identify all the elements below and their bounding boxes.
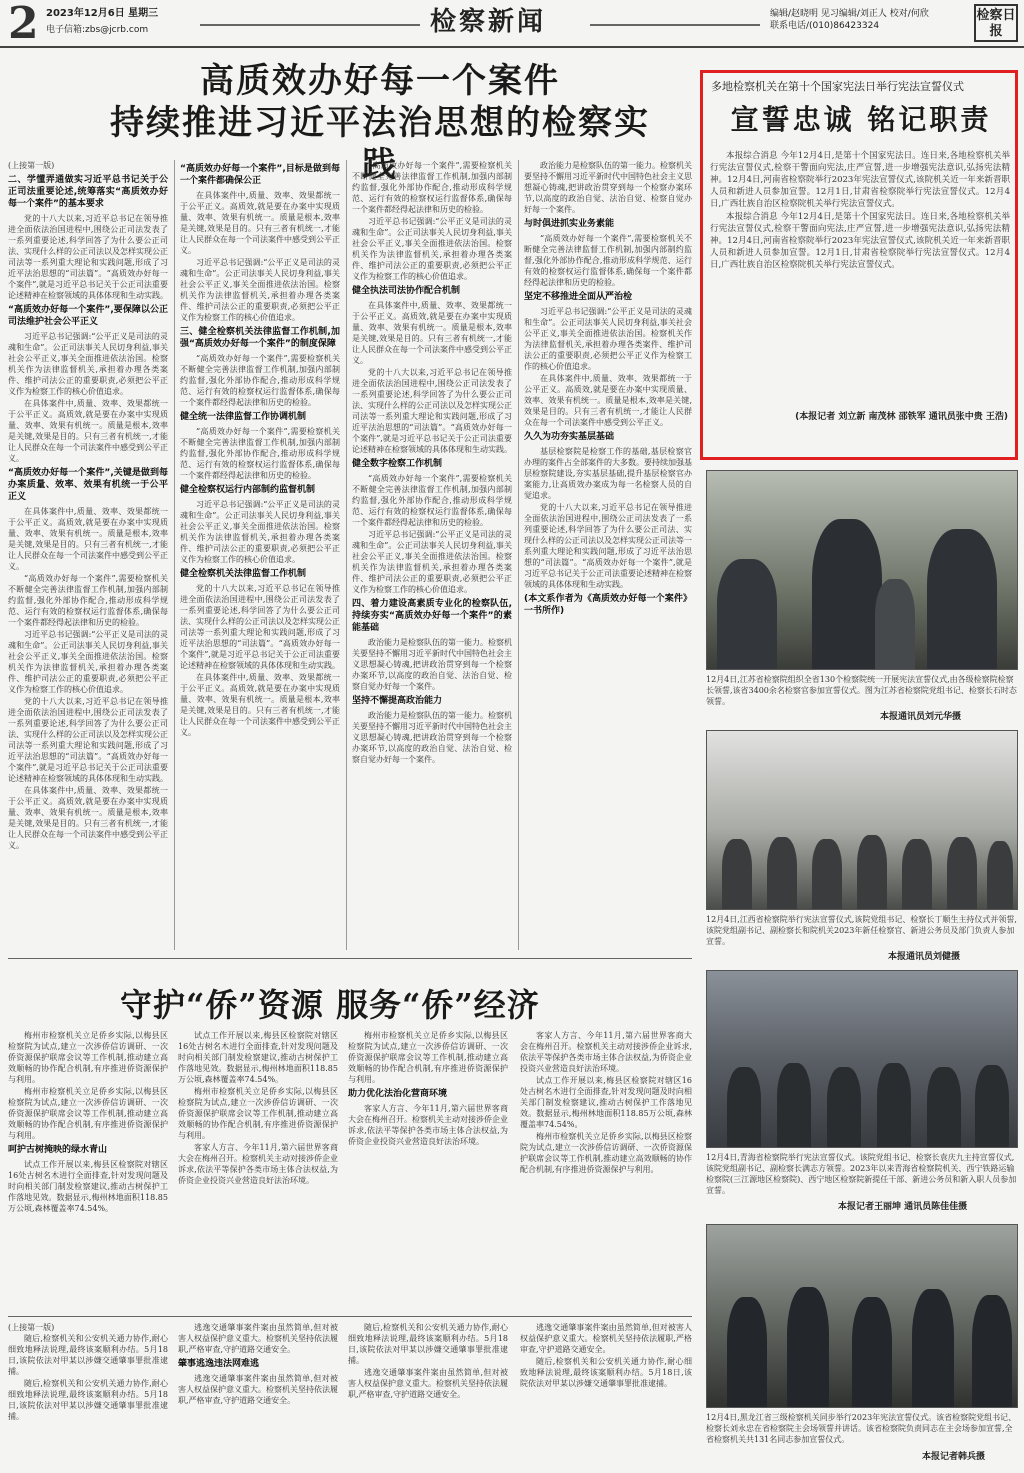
- paragraph: 政治能力是检察队伍的第一能力。检察机关要坚持不懈用习近平新时代中国特色社会主义思想凝心铸魂,把讲政治贯穿到每一个检察办案环节,以高度的政治自觉、法治自觉、检察自觉办好每一个案件。: [524, 161, 692, 214]
- paragraph: 党的十八大以来,习近平总书记在领导推进全面依法治国进程中,围绕公正司法发表了一系列重要论述,科学回答了为什么要公正司法、实现什么样的公正司法以及怎样实现公正司法等一系列重大理论和实践问题,形成了习近平法治思想的“司法篇”。“高质效办好每一个案件”,就是习近平总书记关于公正司法重要论述精神在检察领域的具体体现和生动实践。: [352, 368, 512, 454]
- masthead-rule-right: [590, 24, 760, 26]
- section-divider: [8, 958, 692, 959]
- subheading-8: 健全检察机关法律监督工作机制: [180, 569, 307, 579]
- masthead-rule-left: [200, 24, 420, 26]
- photo-caption: 12月4日,黑龙江省三级检察机关同步举行2023年宪法宣誓仪式。该省检察院党组书记、检察长刘永忠在省检察院主会场领誓并讲话。该省检察院负责同志在主会场参加宣誓,全省检察机关共131名同志参加宣誓仪式。: [706, 1413, 1017, 1444]
- article-column-4: [524, 160, 692, 950]
- email-address: 电子信箱:zbs@jcrb.com: [46, 25, 149, 35]
- photo-jiangxi-oath: [706, 730, 1018, 910]
- article-column-3: [352, 160, 512, 950]
- subheading-12: 四、着力建设高素质专业化的检察队伍,持续夯实“高质效办好每一个案件”的素能基础: [352, 599, 512, 633]
- photo-credit: 本报通讯员刘健摄: [888, 952, 961, 962]
- paragraph: 客家人方言、今年11月,第六届世界客商大会在梅州召开。检察机关主动对接涉侨企业诉求,依法平等保护各类市场主体合法权益,为侨资企业投资兴业营造良好法治环境。: [520, 1031, 692, 1073]
- paragraph: 在具体案件中,质量、效率、效果都统一于公平正义。高质效,就是要在办案中实现质量、效率、效果有机统一。质量是根本,效率是关键,效果是目的。只有三者有机统一,才能让人民群众在每一个司法案件中感受到公平正义。: [524, 374, 692, 427]
- paragraph: 试点工作开展以来,梅县区检察院对辖区16处古树名木进行全面排查,针对发现问题及时向相关部门制发检察建议,推动古树保护工作落地见效。数据显示,梅州林地面积118.85万公顷,森林覆盖率74.54%。: [520, 1076, 692, 1129]
- newspaper-logo: 检察日报: [974, 4, 1018, 42]
- photo-caption: 12月4日,江苏省检察院组织全省130个检察院统一开展宪法宣誓仪式,由各级检察院检察长领誓,该省3400余名检察官参加宣誓仪式。图为江苏省检察院党组书记、检察长石时态领誓。: [706, 675, 1017, 706]
- paragraph: 随后,检察机关和公安机关通力协作,耐心细致地释法说理,最终该案顺利办结。5月18日,该院依法对甲某以涉嫌交通肇事罪批准逮捕。: [8, 1334, 168, 1376]
- paragraph: 梅州市检察机关立足侨乡实际,以梅县区检察院为试点,建立一次涉侨信访调研、一次侨资源保护联席会议等工作机制,推动建立高效顺畅的协作配合机制,有序推进侨资源保护与利用。: [178, 1087, 338, 1140]
- section-title: 检察新闻: [430, 7, 547, 37]
- paragraph: “高质效办好每一个案件”,需要检察机关不断健全完善法律监督工作机制,加强内部制约监督,强化外部协作配合,推动形成科学规范、运行有效的检察权运行监督体系,确保每一个案件都经得起法律和历史的检验。: [352, 161, 512, 214]
- continued-marker: (上接第一版): [8, 161, 55, 170]
- sidebar-headline: 宣誓忠诚 铭记职责: [730, 103, 992, 136]
- second-subheading-2: 助力优化法治化营商环境: [348, 1089, 448, 1099]
- subheading-5: 三、健全检察机关法律监督工作机制,加强“高质效办好每一个案件”的制度保障: [180, 327, 340, 349]
- second-column-2: [178, 1030, 338, 1310]
- paragraph: 习近平总书记强调:“公平正义是司法的灵魂和生命”。公正司法事关人民切身利益,事关社会公平正义,事关全面推进依法治国。检察机关作为法律监督机关,承担着办理各类案件、维护司法公正的重要职责,必须把公平正义作为检察工作的核心价值追求。: [352, 530, 512, 594]
- photo-credit: 本报记者王丽坤 通讯员陈佳佳摄: [838, 1202, 968, 1212]
- paragraph: 党的十八大以来,习近平总书记在领导推进全面依法治国进程中,围绕公正司法发表了一系列重要论述,科学回答了为什么要公正司法、实现什么样的公正司法以及怎样实现公正司法等一系列重大理论和实践问题,形成了习近平法治思想的“司法篇”。“高质效办好每一个案件”,就是习近平总书记关于公正司法重要论述精神在检察领域的具体体现和生动实践。: [524, 503, 692, 589]
- subheading-1: 二、学懂弄通做实习近平总书记关于公正司法重要论述,统筹落实“高质效办好每一个案件”的基本要求: [8, 175, 168, 209]
- paragraph: “高质效办好每一个案件”,需要检察机关不断健全完善法律监督工作机制,加强内部制约监督,强化外部协作配合,推动形成科学规范、运行有效的检察权运行监督体系,确保每一个案件都经得起法律和历史的检验。: [180, 427, 340, 480]
- paragraph: “高质效办好每一个案件”,需要检察机关不断健全完善法律监督工作机制,加强内部制约监督,强化外部协作配合,推动形成科学规范、运行有效的检察权运行监督体系,确保每一个案件都经得起法律和历史的检验。: [352, 474, 512, 527]
- headline-line-2: 持续推进习近平法治思想的检察实践: [110, 103, 650, 185]
- third-column-4: [520, 1322, 692, 1470]
- paragraph: 习近平总书记强调:“公平正义是司法的灵魂和生命”。公正司法事关人民切身利益,事关社会公平正义,事关全面推进依法治国。检察机关作为法律监督机关,承担着办理各类案件、维护司法公正的重要职责,必须把公平正义作为检察工作的核心价值追求。: [180, 500, 340, 564]
- paragraph: 习近平总书记强调:“公平正义是司法的灵魂和生命”。公正司法事关人民切身利益,事关社会公平正义,事关全面推进依法治国。检察机关作为法律监督机关,承担着办理各类案件、维护司法公正的重要职责,必须把公平正义作为检察工作的核心价值追求。: [180, 258, 340, 322]
- paragraph: 试点工作开展以来,梅县区检察院对辖区16处古树名木进行全面排查,针对发现问题及时向相关部门制发检察建议,推动古树保护工作落地见效。数据显示,梅州林地面积118.85万公顷,森林覆盖率74.54%。: [178, 1031, 338, 1084]
- paragraph: 基层检察院是检察工作的基础,基层检察官办理的案件占全部案件的大多数。要持续加强基层检察院建设,夯实基层基础,提升基层检察官办案能力,让高质效办案成为每一名检察人员的自觉追求。: [524, 447, 692, 500]
- third-column-3: [348, 1322, 508, 1470]
- paragraph: 党的十八大以来,习近平总书记在领导推进全面依法治国进程中,围绕公正司法发表了一系列重要论述,科学回答了为什么要公正司法、实现什么样的公正司法以及怎样实现公正司法等一系列重大理论和实践问题,形成了习近平法治思想的“司法篇”。“高质效办好每一个案件”,就是习近平总书记关于公正司法重要论述精神在检察领域的具体体现和生动实践。: [8, 697, 168, 783]
- paragraph: 客家人方言、今年11月,第六届世界客商大会在梅州召开。检察机关主动对接涉侨企业诉求,依法平等保护各类市场主体合法权益,为侨资企业投资兴业营造良好法治环境。: [178, 1143, 338, 1185]
- photo-heilongjiang-oath: [706, 1224, 1018, 1408]
- subheading-4: “高质效办好每一个案件”,目标是做到每一个案件都确保公正: [180, 164, 340, 186]
- paragraph: 政治能力是检察队伍的第一能力。检察机关要坚持不懈用习近平新时代中国特色社会主义思想凝心铸魂,把讲政治贯穿到每一个检察办案环节,以高度的政治自觉、法治自觉、检察自觉办好每一个案件。: [352, 711, 512, 764]
- paragraph: 随后,检察机关和公安机关通力协作,耐心细致地释法说理,最终该案顺利办结。5月18日,该院依法对甲某以涉嫌交通肇事罪批准逮捕。: [8, 1379, 168, 1421]
- photo-caption: 12月4日,青海省检察院举行宪法宣誓仪式。该院党组书记、检察长袁庆九主持宣誓仪式,该院党组副书记、副检察长满志方领誓。2023年以来青海省检察院机关、西宁铁路运输检察院(三江源地区检察院)、西宁地区检察院新提任干部、新进公务员和新入职人员参加宣誓。: [706, 1153, 1017, 1195]
- subheading-11: 健全数字检察工作机制: [352, 459, 443, 469]
- paragraph: 逃逸交通肇事案件案由虽然简单,但对被害人权益保护意义重大。检察机关坚持依法履职,严格审查,守护道路交通安全。: [520, 1323, 692, 1354]
- column-rule: [174, 160, 175, 950]
- paragraph: 习近平总书记强调:“公平正义是司法的灵魂和生命”。公正司法事关人民切身利益,事关社会公平正义,事关全面推进依法治国。检察机关作为法律监督机关,承担着办理各类案件、维护司法公正的重要职责,必须把公平正义作为检察工作的核心价值追求。: [524, 307, 692, 371]
- photo-credit: 本报记者韩兵摄: [922, 1452, 986, 1462]
- third-subheading-1: 肇事逃逸违法网难逃: [178, 1359, 260, 1369]
- second-headline: 守护“侨”资源 服务“侨”经济: [120, 986, 540, 1024]
- continued-marker: (上接第一版): [8, 1323, 55, 1332]
- editors-line: 编辑/赵晓明 见习编辑/刘正人 校对/何欣: [770, 9, 929, 19]
- paragraph: 在具体案件中,质量、效率、效果都统一于公平正义。高质效,就是要在办案中实现质量、效率、效果有机统一。质量是根本,效率是关键,效果是目的。只有三者有机统一,才能让人民群众在每一个司法案件中感受到公平正义。: [8, 786, 168, 850]
- subheading-13: 坚持不懈提高政治能力: [352, 696, 443, 706]
- paragraph: 本报综合消息 今年12月4日,是第十个国家宪法日。连日来,各地检察机关举行宪法宣誓仪式,检察干警面向宪法,庄严宣誓,进一步增强宪法意识,弘扬宪法精神。12月4日,河南省检察院举行2023年宪法宣誓仪式,该院机关近一年来新晋职人员和新进人员参加宣誓。12月1日,甘肃省检察院举行宪法宣誓仪式。12月4日,广西壮族自治区检察院机关举行宪法宣誓仪式。: [710, 151, 1010, 209]
- paragraph: 在具体案件中,质量、效率、效果都统一于公平正义。高质效,就是要在办案中实现质量、效率、效果有机统一。质量是根本,效率是关键,效果是目的。只有三者有机统一,才能让人民群众在每一个司法案件中感受到公平正义。: [8, 507, 168, 571]
- masthead: [0, 0, 1024, 48]
- subheading-6: 健全检察权运行内部制约监督机制: [180, 485, 316, 495]
- photo-jiangsu-oath: [706, 470, 1018, 670]
- paragraph: 本报综合消息 今年12月4日,是第十个国家宪法日。连日来,各地检察机关举行宪法宣誓仪式,检察干警面向宪法,庄严宣誓,进一步增强宪法意识,弘扬宪法精神。12月4日,河南省检察院举行2023年宪法宣誓仪式,该院机关近一年来新晋职人员和新进人员参加宣誓。12月1日,甘肃省检察院举行宪法宣誓仪式。12月4日,广西壮族自治区检察院机关举行宪法宣誓仪式。: [710, 212, 1010, 270]
- paragraph: 逃逸交通肇事案件案由虽然简单,但对被害人权益保护意义重大。检察机关坚持依法履职,严格审查,守护道路交通安全。: [348, 1368, 508, 1399]
- sidebar-kicker: 多地检察机关在第十个国家宪法日举行宪法宣誓仪式: [711, 80, 964, 93]
- paragraph: 在具体案件中,质量、效率、效果都统一于公平正义。高质效,就是要在办案中实现质量、效率、效果有机统一。质量是根本,效率是关键,效果是目的。只有三者有机统一,才能让人民群众在每一个司法案件中感受到公平正义。: [180, 673, 340, 737]
- paragraph: 试点工作开展以来,梅县区检察院对辖区16处古树名木进行全面排查,针对发现问题及时向相关部门制发检察建议,推动古树保护工作落地见效。数据显示,梅州林地面积118.85万公顷,森林覆盖率74.54%。: [8, 1160, 168, 1213]
- article-column-2: [180, 160, 340, 950]
- issue-date: 2023年12月6日 星期三: [46, 8, 159, 19]
- column-rule: [518, 160, 519, 950]
- paragraph: 习近平总书记强调:“公平正义是司法的灵魂和生命”。公正司法事关人民切身利益,事关社会公平正义,事关全面推进依法治国。检察机关作为法律监督机关,承担着办理各类案件、维护司法公正的重要职责,必须把公平正义作为检察工作的核心价值追求。: [352, 217, 512, 281]
- paragraph: 梅州市检察机关立足侨乡实际,以梅县区检察院为试点,建立一次涉侨信访调研、一次侨资源保护联席会议等工作机制,推动建立高效顺畅的协作配合机制,有序推进侨资源保护与利用。: [348, 1031, 508, 1084]
- paragraph: 党的十八大以来,习近平总书记在领导推进全面依法治国进程中,围绕公正司法发表了一系列重要论述,科学回答了为什么要公正司法、实现什么样的公正司法以及怎样实现公正司法等一系列重大理论和实践问题,形成了习近平法治思想的“司法篇”。“高质效办好每一个案件”,就是习近平总书记关于公正司法重要论述精神在检察领域的具体体现和生动实践。: [8, 214, 168, 300]
- third-column-2: [178, 1322, 338, 1470]
- second-column-3: [348, 1030, 508, 1310]
- second-column-1-text: [8, 1030, 168, 1310]
- paragraph: 逃逸交通肇事案件案由虽然简单,但对被害人权益保护意义重大。检察机关坚持依法履职,严格审查,守护道路交通安全。: [178, 1374, 338, 1405]
- page-number: 2: [8, 0, 39, 49]
- photo-credit: 本报通讯员刘元华摄: [880, 712, 962, 722]
- second-column-4: [520, 1030, 692, 1310]
- sidebar-credit: (本报记者 刘立新 南茂林 邵铁军 通讯员张中贵 王浩): [795, 412, 1008, 422]
- column-rule: [346, 160, 347, 950]
- subheading-2: “高质效办好每一个案件”,要保障以公正司法维护社会公平正义: [8, 305, 168, 327]
- paragraph: 梅州市检察机关立足侨乡实际,以梅县区检察院为试点,建立一次涉侨信访调研、一次侨资源保护联席会议等工作机制,推动建立高效顺畅的协作配合机制,有序推进侨资源保护与利用。: [8, 1087, 168, 1140]
- editor-info: [770, 8, 929, 32]
- paragraph: “高质效办好每一个案件”,需要检察机关不断健全完善法律监督工作机制,加强内部制约监督,强化外部协作配合,推动形成科学规范、运行有效的检察权运行监督体系,确保每一个案件都经得起法律和历史的检验。: [180, 354, 340, 407]
- paragraph: “高质效办好每一个案件”,需要检察机关不断健全完善法律监督工作机制,加强内部制约监督,强化外部协作配合,推动形成科学规范、运行有效的检察权运行监督体系,确保每一个案件都经得起法律和历史的检验。: [524, 234, 692, 287]
- paragraph: 在具体案件中,质量、效率、效果都统一于公平正义。高质效,就是要在办案中实现质量、效率、效果有机统一。质量是根本,效率是关键,效果是目的。只有三者有机统一,才能让人民群众在每一个司法案件中感受到公平正义。: [180, 191, 340, 255]
- subheading-9: 健全统一法律监督工作协调机制: [180, 412, 307, 422]
- article-column-1: [8, 160, 168, 950]
- paragraph: 客家人方言、今年11月,第六届世界客商大会在梅州召开。检察机关主动对接涉侨企业诉求,依法平等保护各类市场主体合法权益,为侨资企业投资兴业营造良好法治环境。: [348, 1104, 508, 1146]
- paragraph: “高质效办好每一个案件”,需要检察机关不断健全完善法律监督工作机制,加强内部制约监督,强化外部协作配合,推动形成科学规范、运行有效的检察权运行监督体系,确保每一个案件都经得起法律和历史的检验。: [8, 574, 168, 627]
- paragraph: 政治能力是检察队伍的第一能力。检察机关要坚持不懈用习近平新时代中国特色社会主义思想凝心铸魂,把讲政治贯穿到每一个检察办案环节,以高度的政治自觉、法治自觉、检察自觉办好每一个案件。: [352, 638, 512, 691]
- paragraph: 梅州市检察机关立足侨乡实际,以梅县区检察院为试点,建立一次涉侨信访调研、一次侨资源保护联席会议等工作机制,推动建立高效顺畅的协作配合机制,有序推进侨资源保护与利用。: [520, 1132, 692, 1174]
- third-column-1: [8, 1322, 168, 1470]
- photo-caption: 12月4日,江西省检察院举行宪法宣誓仪式,该院党组书记、检察长丁顺生主持仪式并领誓,该院党组副书记、副检察长和院机关2023年新任检察官、新进公务员及部门负责人参加宣誓。: [706, 915, 1017, 946]
- photo-qinghai-oath: [706, 970, 1018, 1148]
- paragraph: 习近平总书记强调:“公平正义是司法的灵魂和生命”。公正司法事关人民切身利益,事关社会公平正义,事关全面推进依法治国。检察机关作为法律监督机关,承担着办理各类案件、维护司法公正的重要职责,必须把公平正义作为检察工作的核心价值追求。: [8, 630, 168, 694]
- sidebar-body: [710, 150, 1010, 405]
- paragraph: 在具体案件中,质量、效率、效果都统一于公平正义。高质效,就是要在办案中实现质量、效率、效果有机统一。质量是根本,效率是关键,效果是目的。只有三者有机统一,才能让人民群众在每一个司法案件中感受到公平正义。: [352, 301, 512, 365]
- headline-line-1: 高质效办好每一个案件: [200, 61, 560, 101]
- paragraph: 习近平总书记强调:“公平正义是司法的灵魂和生命”。公正司法事关人民切身利益,事关社会公平正义,事关全面推进依法治国。检察机关作为法律监督机关,承担着办理各类案件、维护司法公正的重要职责,必须把公平正义作为检察工作的核心价值追求。: [8, 332, 168, 396]
- paragraph: 随后,检察机关和公安机关通力协作,耐心细致地释法说理,最终该案顺利办结。5月18日,该院依法对甲某以涉嫌交通肇事罪批准逮捕。: [520, 1357, 692, 1388]
- second-subheading-1: 呵护古树掩映的绿水青山: [8, 1145, 108, 1155]
- paragraph: 梅州市检察机关立足侨乡实际,以梅县区检察院为试点,建立一次涉侨信访调研、一次侨资源保护联席会议等工作机制,推动建立高效顺畅的协作配合机制,有序推进侨资源保护与利用。: [8, 1031, 168, 1084]
- subheading-15: 坚定不移推进全面从严治检: [524, 292, 633, 302]
- subheading-16: 久久为功夯实基层基础: [524, 432, 615, 442]
- section-divider: [8, 1316, 692, 1317]
- paragraph: 随后,检察机关和公安机关通力协作,耐心细致地释法说理,最终该案顺利办结。5月18日,该院依法对甲某以涉嫌交通肇事罪批准逮捕。: [348, 1323, 508, 1365]
- subheading-10: 健全执法司法协作配合机制: [352, 286, 461, 296]
- subheading-14: 与时俱进抓实业务素能: [524, 219, 615, 229]
- paragraph: 党的十八大以来,习近平总书记在领导推进全面依法治国进程中,围绕公正司法发表了一系列重要论述,科学回答了为什么要公正司法、实现什么样的公正司法以及怎样实现公正司法等一系列重大理论和实践问题,形成了习近平法治思想的“司法篇”。“高质效办好每一个案件”,就是习近平总书记关于公正司法重要论述精神在检察领域的具体体现和生动实践。: [180, 584, 340, 670]
- subheading-3: “高质效办好每一个案件”,关键是做到每办案质量、效率、效果有机统一于公平正义: [8, 468, 168, 502]
- paragraph: 逃逸交通肇事案件案由虽然简单,但对被害人权益保护意义重大。检察机关坚持依法履职,严格审查,守护道路交通安全。: [178, 1323, 338, 1354]
- article-tail-note: (本文系作者为《高质效办好每一个案件》一书所作): [524, 594, 692, 616]
- phone-line: 联系电话/(010)86423324: [770, 21, 880, 31]
- paragraph: 在具体案件中,质量、效率、效果都统一于公平正义。高质效,就是要在办案中实现质量、效率、效果有机统一。质量是根本,效率是关键,效果是目的。只有三者有机统一,才能让人民群众在每一个司法案件中感受到公平正义。: [8, 399, 168, 463]
